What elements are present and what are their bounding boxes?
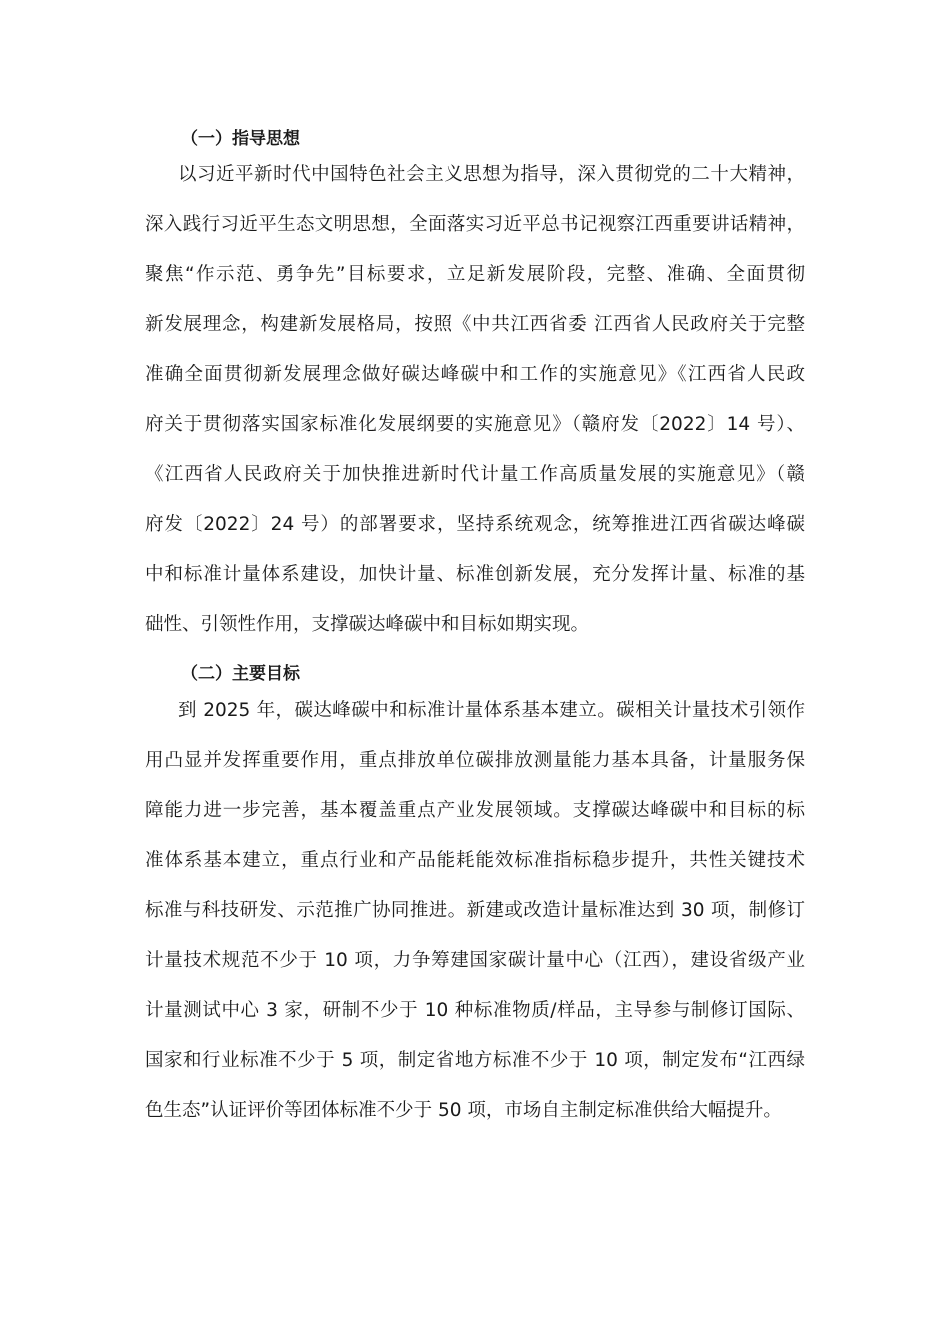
paragraph-line: 《江西省人民政府关于加快推进新时代计量工作高质量发展的实施意见》（赣 bbox=[145, 464, 805, 485]
paragraph-line: 计量测试中心 3 家，研制不少于 10 种标准物质/样品，主导参与制修订国际、 bbox=[145, 1000, 805, 1021]
paragraph-line: 准体系基本建立，重点行业和产品能耗能效标准指标稳步提升，共性关键技术 bbox=[145, 850, 805, 871]
paragraph-line: 府发〔2022〕24 号）的部署要求，坚持系统观念，统筹推进江西省碳达峰碳 bbox=[145, 514, 805, 535]
paragraph-line: 中和标准计量体系建设，加快计量、标准创新发展，充分发挥计量、标准的基 bbox=[145, 564, 805, 585]
section-heading-main-goals: （二）主要目标 bbox=[181, 664, 300, 684]
paragraph-line: 用凸显并发挥重要作用，重点排放单位碳排放测量能力基本具备，计量服务保 bbox=[145, 750, 805, 771]
paragraph-line: 准确全面贯彻新发展理念做好碳达峰碳中和工作的实施意见》《江西省人民政 bbox=[145, 364, 805, 385]
paragraph-line: 以习近平新时代中国特色社会主义思想为指导，深入贯彻党的二十大精神， bbox=[178, 164, 805, 185]
paragraph-line: 国家和行业标准不少于 5 项，制定省地方标准不少于 10 项，制定发布“江西绿 bbox=[145, 1050, 805, 1071]
paragraph-line: 障能力进一步完善，基本覆盖重点产业发展领域。支撑碳达峰碳中和目标的标 bbox=[145, 800, 805, 821]
paragraph-line: 计量技术规范不少于 10 项，力争筹建国家碳计量中心（江西），建设省级产业 bbox=[145, 950, 805, 971]
paragraph-line: 新发展理念，构建新发展格局，按照《中共江西省委 江西省人民政府关于完整 bbox=[145, 314, 805, 335]
paragraph-line: 到 2025 年，碳达峰碳中和标准计量体系基本建立。碳相关计量技术引领作 bbox=[178, 700, 805, 721]
paragraph-line: 府关于贯彻落实国家标准化发展纲要的实施意见》（赣府发〔2022〕14 号）、 bbox=[145, 414, 805, 435]
section-heading-guiding-ideology: （一）指导思想 bbox=[181, 129, 300, 149]
paragraph-line: 聚焦“作示范、勇争先”目标要求，立足新发展阶段，完整、准确、全面贯彻 bbox=[145, 264, 805, 285]
paragraph-line: 标准与科技研发、示范推广协同推进。新建或改造计量标准达到 30 项，制修订 bbox=[145, 900, 805, 921]
paragraph-line: 深入践行习近平生态文明思想，全面落实习近平总书记视察江西重要讲话精神， bbox=[145, 214, 805, 235]
paragraph-line: 色生态”认证评价等团体标准不少于 50 项，市场自主制定标准供给大幅提升。 bbox=[145, 1100, 782, 1121]
paragraph-line: 础性、引领性作用，支撑碳达峰碳中和目标如期实现。 bbox=[145, 614, 590, 635]
